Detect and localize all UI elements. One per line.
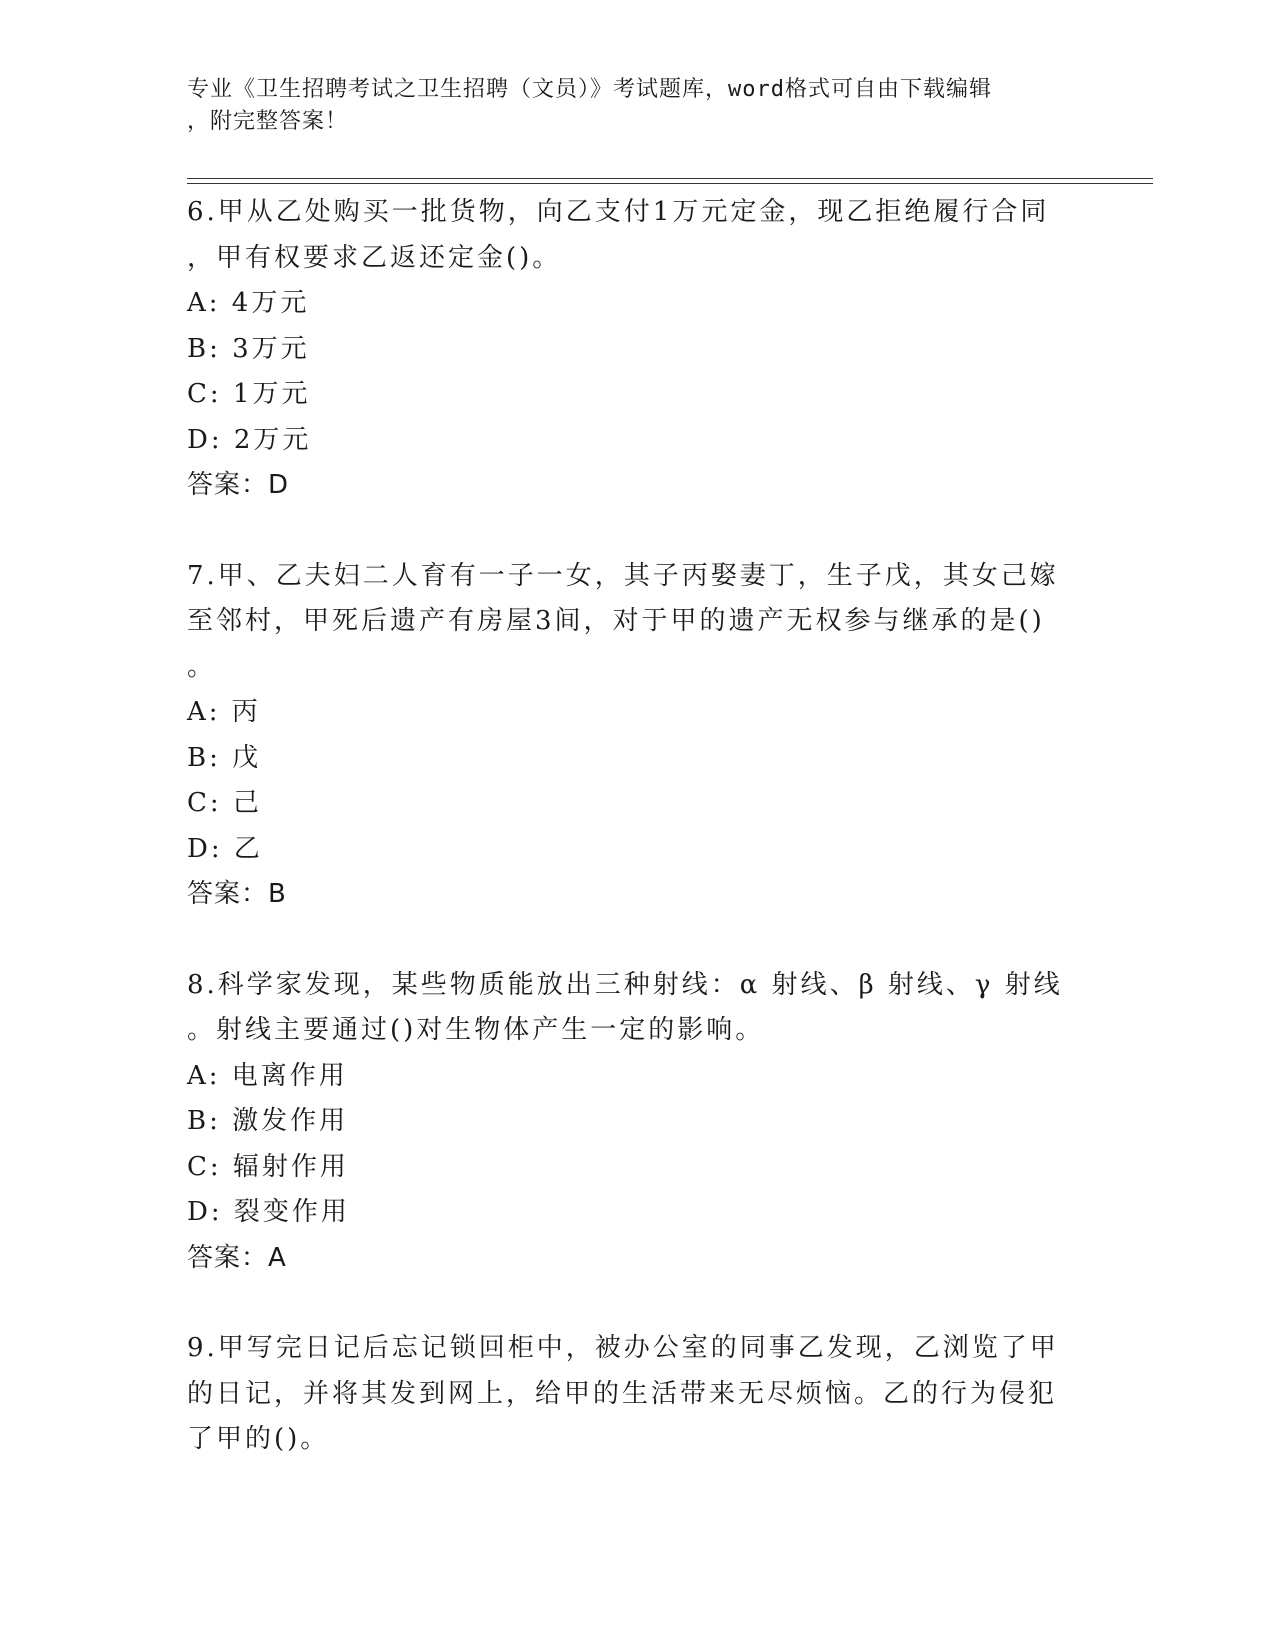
question-stem-line: 。射线主要通过()对生物体产生一定的影响。 <box>187 1015 765 1045</box>
answer-option: C: 辐射作用 <box>187 1151 349 1182</box>
question-block <box>187 963 1187 1282</box>
question-stem-line: 7.甲、乙夫妇二人育有一子一女，其子丙娶妻丁，生子戊，其女己嫁 <box>187 560 1059 591</box>
question-list <box>187 190 1187 1463</box>
header-rule-top <box>187 178 1153 179</box>
header-line-1: 专业《卫生招聘考试之卫生招聘（文员）》考试题库，word格式可自由下载编辑 <box>187 77 992 102</box>
answer-option: B: 3万元 <box>187 333 310 364</box>
answer-option: A: 丙 <box>187 697 261 727</box>
answer-option: D: 乙 <box>187 833 263 864</box>
answer-option: B: 戊 <box>187 742 262 773</box>
document-header <box>187 74 1087 138</box>
header-line-2: ，附完整答案！ <box>187 109 349 134</box>
answer-option: D: 2万元 <box>187 424 312 455</box>
answer-key: 答案：D <box>187 470 290 500</box>
question-block <box>187 190 1187 509</box>
question-stem-line: ，甲有权要求乙返还定金()。 <box>187 242 562 273</box>
question-block <box>187 554 1187 918</box>
question-stem-line: 9.甲写完日记后忘记锁回柜中，被办公室的同事乙发现，乙浏览了甲 <box>187 1333 1059 1363</box>
header-rule-bottom <box>187 183 1153 184</box>
question-stem-line: 8.科学家发现，某些物质能放出三种射线：α 射线、β 射线、γ 射线 <box>187 969 1063 1000</box>
question-stem-line: 。 <box>187 651 217 682</box>
answer-option: B: 激发作用 <box>187 1106 349 1136</box>
answer-key: 答案：A <box>187 1242 287 1273</box>
question-stem-line: 6.甲从乙处购买一批货物，向乙支付1万元定金，现乙拒绝履行合同 <box>187 197 1050 227</box>
question-stem-line: 了甲的()。 <box>187 1424 330 1454</box>
answer-key: 答案：B <box>187 879 287 909</box>
question-block <box>187 1326 1187 1463</box>
answer-option: A: 4万元 <box>187 288 310 318</box>
question-stem-line: 的日记，并将其发到网上，给甲的生活带来无尽烦恼。乙的行为侵犯 <box>187 1378 1058 1409</box>
answer-option: C: 1万元 <box>187 379 311 409</box>
answer-option: C: 己 <box>187 788 262 818</box>
question-stem-line: 至邻村，甲死后遗产有房屋3间，对于甲的遗产无权参与继承的是() <box>187 606 1045 636</box>
answer-option: A: 电离作用 <box>187 1060 348 1091</box>
answer-option: D: 裂变作用 <box>187 1197 350 1227</box>
